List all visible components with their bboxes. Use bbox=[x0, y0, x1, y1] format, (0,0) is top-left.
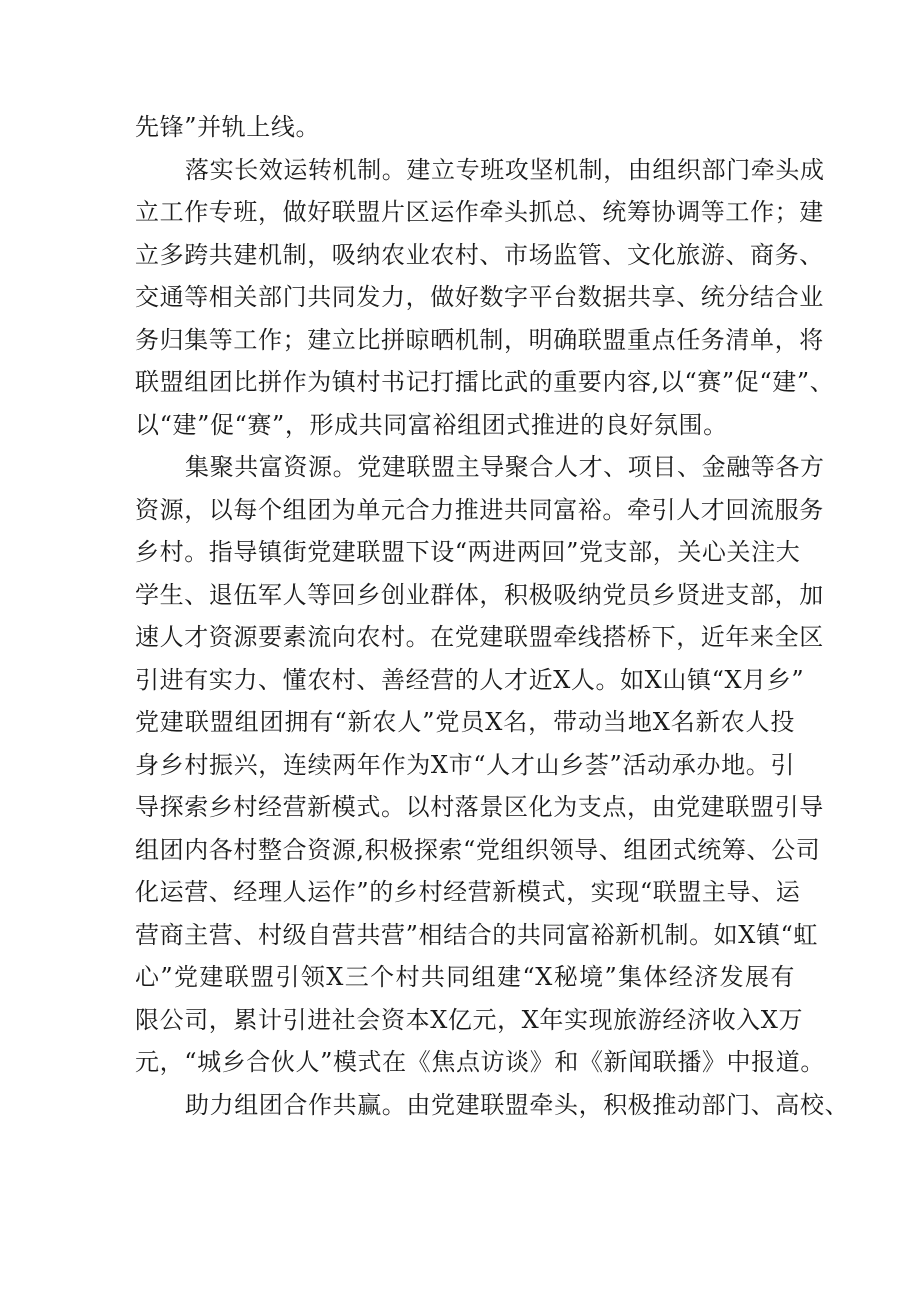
text-line: 速人才资源要素流向农村。在党建联盟牵线搭桥下，近年来全区 bbox=[135, 623, 824, 651]
text-line: 营商主营、村级自营共营”相结合的共同富裕新机制。如X镇“虹 bbox=[135, 920, 819, 949]
text-line: 心”党建联盟引领X三个村共同组建“X秘境”集体经济发展有 bbox=[135, 963, 795, 991]
text-line: 化运营、经理人运作”的乡村经营新模式，实现“联盟主导、运 bbox=[135, 878, 801, 906]
text-line: 元，“城乡合伙人”模式在《焦点访谈》和《新闻联播》中报道。 bbox=[135, 1048, 825, 1076]
text-line: 联盟组团比拼作为镇村书记打擂比武的重要内容,以“赛”促“建”、 bbox=[135, 368, 835, 396]
text-line: 立工作专班，做好联盟片区运作牵头抓总、统筹协调等工作；建 bbox=[135, 198, 824, 226]
text-line: 务归集等工作；建立比拼晾晒机制，明确联盟重点任务清单，将 bbox=[135, 325, 824, 354]
text-line: 乡村。指导镇街党建联盟下设“两进两回”党支部，关心关注大 bbox=[135, 538, 801, 566]
text-line: 组团内各村整合资源,积极探索“党组织领导、组团式统筹、公司 bbox=[135, 835, 821, 864]
paragraph-start-line: 助力组团合作共赢。由党建联盟牵头，积极推动部门、高校、 bbox=[185, 1090, 850, 1119]
text-line: 学生、退伍军人等回乡创业群体，积极吸纳党员乡贤进支部，加 bbox=[135, 580, 824, 609]
text-line: 党建联盟组团拥有“新农人”党员X名，带动当地X名新农人投 bbox=[135, 708, 795, 736]
text-line: 先锋”并轨上线。 bbox=[135, 113, 321, 141]
body-text bbox=[135, 106, 850, 1126]
text-line: 身乡村振兴，连续两年作为X市“人才山乡荟”活动承办地。引 bbox=[135, 750, 795, 779]
text-line: 导探索乡村经营新模式。以村落景区化为支点，由党建联盟引导 bbox=[135, 793, 824, 821]
paragraph-start-line: 集聚共富资源。党建联盟主导聚合人才、项目、金融等各方 bbox=[185, 453, 825, 481]
text-line: 交通等相关部门共同发力，做好数字平台数据共享、统分结合业 bbox=[135, 283, 824, 311]
text-line: 限公司，累计引进社会资本X亿元，X年实现旅游经济收入X万 bbox=[135, 1005, 804, 1034]
text-line: 资源，以每个组团为单元合力推进共同富裕。牵引人才回流服务 bbox=[135, 495, 824, 524]
text-line: 立多跨共建机制，吸纳农业农村、市场监管、文化旅游、商务、 bbox=[135, 240, 824, 269]
text-line: 以“建”促“赛”，形成共同富裕组团式推进的良好氛围。 bbox=[135, 410, 728, 439]
paragraph-start-line: 落实长效运转机制。建立专班攻坚机制，由组织部门牵头成 bbox=[185, 155, 825, 184]
text-line: 引进有实力、懂农村、善经营的人才近X人。如X山镇“X月乡” bbox=[135, 665, 805, 694]
